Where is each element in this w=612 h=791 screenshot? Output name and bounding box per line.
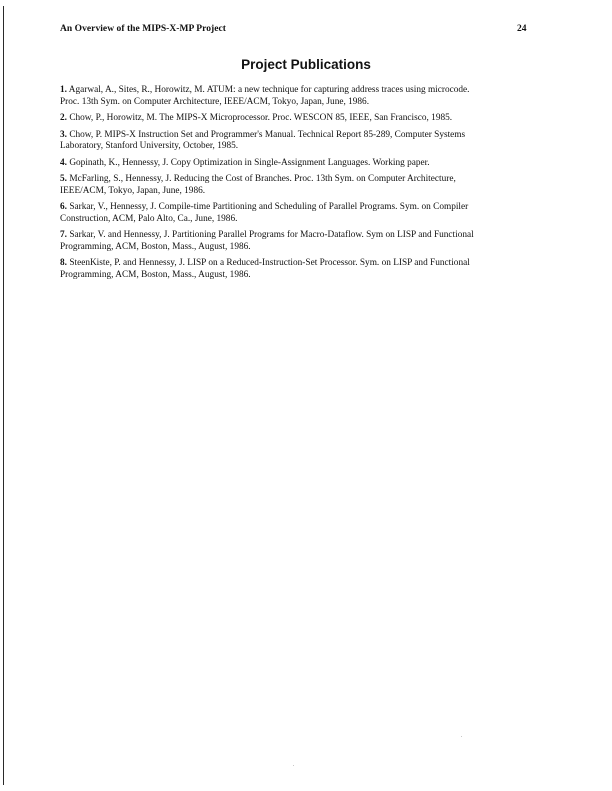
scan-speck bbox=[293, 765, 294, 766]
publication-item bbox=[60, 258, 546, 281]
publication-item bbox=[60, 85, 546, 108]
publication-number: 4. bbox=[60, 157, 67, 168]
publication-text: Gopinath, K., Hennessy, J. Copy Optimization in Single-Assignment Languages. Working paper. bbox=[69, 157, 430, 168]
publication-number: 3. bbox=[60, 129, 67, 140]
publication-text: McFarling, S., Hennessy, J. Reducing the Cost of Branches. Proc. 13th Sym. on Computer Architecture, bbox=[69, 174, 456, 185]
publication-text: Sarkar, V. and Hennessy, J. Partitioning Parallel Programs for Macro-Dataflow. Sym on LISP and Functional bbox=[69, 230, 474, 241]
page-number: 24 bbox=[517, 24, 527, 34]
publication-number: 6. bbox=[60, 202, 67, 213]
scan-speck bbox=[461, 736, 462, 737]
publication-text: Sarkar, V., Hennessy, J. Compile-time Partitioning and Scheduling of Parallel Programs. Sym. on Compiler bbox=[69, 202, 469, 213]
publication-text-continued: Construction, ACM, Palo Alto, Ca., June, 1986. bbox=[60, 213, 238, 224]
publication-text: Chow, P., Horowitz, M. The MIPS-X Microprocessor. Proc. WESCON 85, IEEE, San Francisco, 1985. bbox=[69, 113, 453, 124]
publication-list bbox=[60, 85, 546, 286]
publication-item bbox=[60, 230, 546, 253]
publication-item bbox=[60, 202, 546, 225]
publication-item bbox=[60, 130, 546, 153]
publication-number: 2. bbox=[60, 113, 67, 124]
publication-text-continued: Proc. 13th Sym. on Computer Architecture, IEEE/ACM, Tokyo, Japan, June, 1986. bbox=[60, 96, 370, 107]
publication-text-continued: Programming, ACM, Boston, Mass., August, 1986. bbox=[60, 269, 251, 280]
publication-item bbox=[60, 113, 546, 125]
scan-edge-line bbox=[3, 6, 4, 785]
publication-number: 1. bbox=[60, 85, 67, 95]
section-title: Project Publications bbox=[241, 57, 371, 72]
publication-text-continued: Programming, ACM, Boston, Mass., August, 1986. bbox=[60, 241, 251, 252]
publication-number: 7. bbox=[60, 230, 67, 241]
publication-text-continued: IEEE/ACM, Tokyo, Japan, June, 1986. bbox=[60, 185, 206, 196]
publication-text: Chow, P. MIPS-X Instruction Set and Programmer's Manual. Technical Report 85-289, Computer Systems bbox=[69, 129, 466, 140]
running-header-title: An Overview of the MIPS-X-MP Project bbox=[60, 24, 226, 34]
publication-text-continued: Laboratory, Stanford University, October, 1985. bbox=[60, 141, 239, 152]
publication-text: Agarwal, A., Sites, R., Horowitz, M. ATUM: a new technique for capturing address traces using microcode. bbox=[68, 85, 470, 95]
publication-number: 8. bbox=[60, 258, 67, 269]
publication-item bbox=[60, 174, 546, 197]
publication-number: 5. bbox=[60, 174, 67, 185]
publication-text: SteenKiste, P. and Hennessy, J. LISP on a Reduced-Instruction-Set Processor. Sym. on LISP and Functional bbox=[69, 258, 470, 269]
publication-item bbox=[60, 158, 546, 170]
